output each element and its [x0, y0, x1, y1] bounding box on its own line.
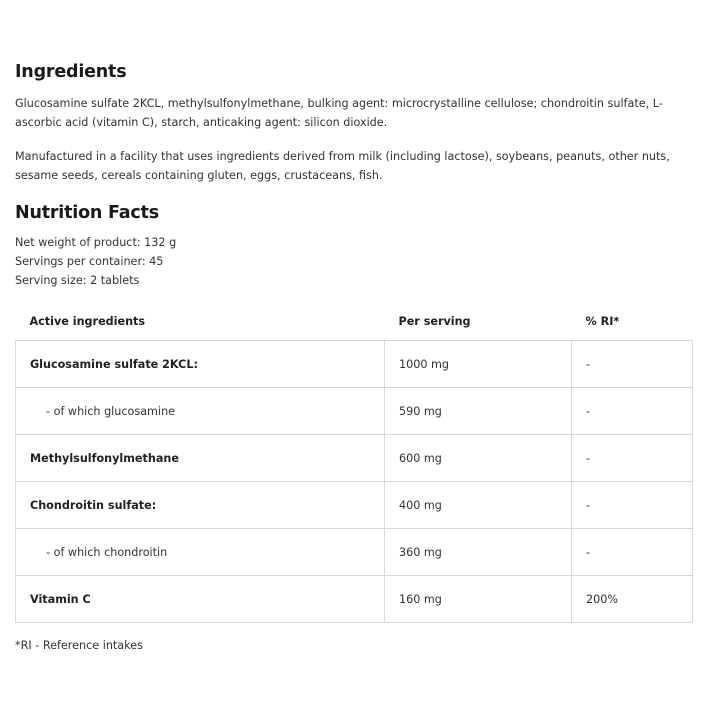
per-serving-value: 160 mg [385, 576, 572, 623]
ingredients-text: Glucosamine sulfate 2KCL, methylsulfonylmethane, bulking agent: microcrystalline cellulose; chondroitin sulfate, L-ascorbic acid (vitamin C), starch, anticaking agent: silicon dioxide. [15, 97, 663, 129]
ri-value: - [572, 341, 693, 388]
ingredient-name: Glucosamine sulfate 2KCL: [16, 341, 385, 388]
net-weight: Net weight of product: 132 g [15, 236, 177, 249]
table-row [16, 529, 693, 576]
per-serving-value: 400 mg [385, 482, 572, 529]
ingredient-name: - of which chondroitin [16, 529, 385, 576]
serving-size: Serving size: 2 tablets [15, 274, 140, 287]
table-row [16, 435, 693, 482]
ri-value: - [572, 529, 693, 576]
column-header-per-serving: Per serving [385, 302, 572, 341]
table-row [16, 576, 693, 623]
table-row [16, 388, 693, 435]
column-header-ri: % RI* [572, 302, 693, 341]
column-header-active-ingredients: Active ingredients [16, 302, 385, 341]
nutrition-table [15, 302, 693, 623]
nutrition-facts-heading: Nutrition Facts [15, 203, 159, 223]
table-row [16, 341, 693, 388]
ri-value: - [572, 388, 693, 435]
ingredient-name: Methylsulfonylmethane [16, 435, 385, 482]
ingredient-name: Chondroitin sulfate: [16, 482, 385, 529]
product-info-page [15, 58, 692, 652]
table-row [16, 482, 693, 529]
ri-value: 200% [572, 576, 693, 623]
ingredient-name: Vitamin C [16, 576, 385, 623]
per-serving-value: 590 mg [385, 388, 572, 435]
ri-footnote: *RI - Reference intakes [15, 639, 143, 652]
per-serving-value: 360 mg [385, 529, 572, 576]
ingredients-heading: Ingredients [15, 62, 127, 82]
allergen-notice: Manufactured in a facility that uses ingredients derived from milk (including lactose), soybeans, peanuts, other nuts, sesame seeds, cereals containing gluten, eggs, crustaceans, fish. [15, 150, 670, 182]
ri-value: - [572, 482, 693, 529]
per-serving-value: 1000 mg [385, 341, 572, 388]
servings-per-container: Servings per container: 45 [15, 255, 164, 268]
per-serving-value: 600 mg [385, 435, 572, 482]
ri-value: - [572, 435, 693, 482]
product-meta [15, 233, 692, 290]
table-header-row [16, 302, 693, 341]
ingredient-name: - of which glucosamine [16, 388, 385, 435]
